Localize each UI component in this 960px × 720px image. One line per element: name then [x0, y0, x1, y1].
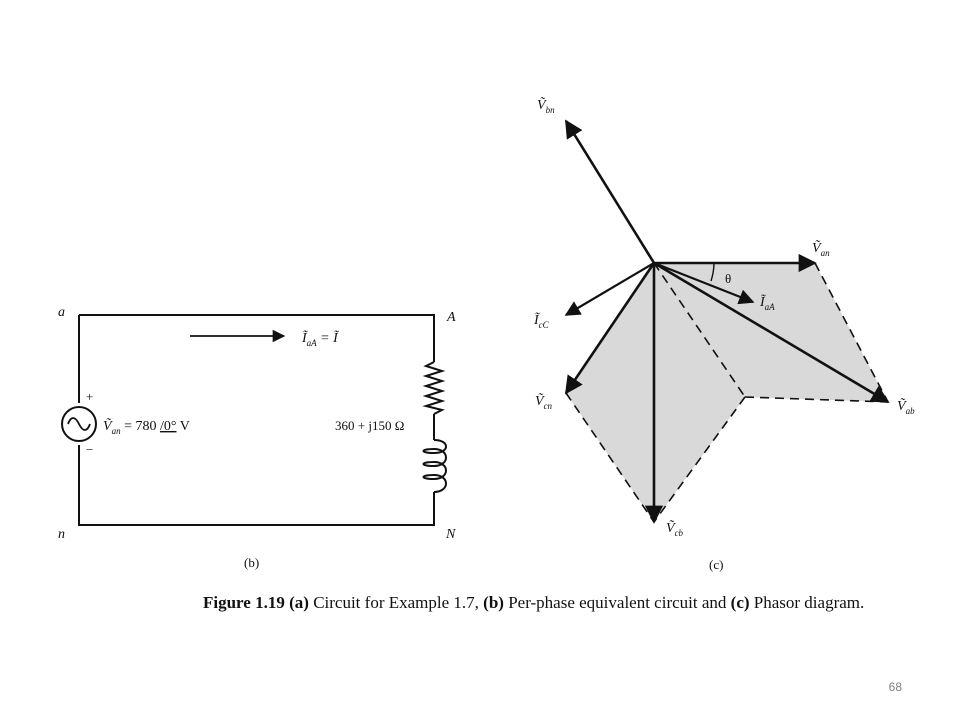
figure-caption	[203, 592, 923, 614]
sublabel-c: (c)	[709, 557, 724, 572]
phasor-diagram-c	[533, 96, 915, 572]
label-v-cb: Ṽ$_{cb}$	[666, 521, 684, 538]
caption-text-a: Circuit for Example 1.7,	[308, 593, 484, 612]
current-label: $Ĩ_{aA}$ = Ĩ	[302, 331, 338, 348]
node-A-label: A	[447, 310, 456, 325]
caption-mark-c: (c)	[730, 593, 750, 612]
node-N-label: N	[446, 527, 456, 542]
caption-text-c: Phasor diagram.	[749, 593, 865, 612]
plus-sign: +	[86, 389, 94, 404]
label-v-bn: Ṽ$_{bn}$	[537, 98, 555, 115]
label-i-aA: $Ĩ_{aA}$	[760, 295, 775, 312]
node-a-label: a	[58, 305, 65, 320]
label-v-cn: Ṽ$_{cn}$	[535, 394, 553, 411]
label-i-cC: $Ĩ_{cC}$	[534, 313, 549, 330]
caption-mark-b: (b)	[483, 593, 504, 612]
phasor-v-bn	[566, 121, 654, 263]
node-n-label: n	[58, 527, 65, 542]
caption-figure-number: Figure 1.19	[203, 593, 285, 612]
sublabel-b: (b)	[244, 555, 260, 570]
inductor-icon	[424, 440, 447, 492]
impedance-label: 360 + j150 Ω	[335, 418, 405, 433]
theta-label: θ	[725, 271, 732, 286]
page-number: 68	[888, 680, 902, 694]
minus-sign: −	[86, 442, 94, 457]
label-v-an: Ṽ$_{an}$	[812, 241, 830, 258]
ac-source-icon	[62, 407, 96, 441]
caption-text-b: Per-phase equivalent circuit and	[503, 593, 731, 612]
resistor-icon	[426, 362, 442, 414]
source-label: Ṽ$_{an}$ = 780 /0° V	[103, 419, 190, 436]
label-v-ab: Ṽ$_{ab}$	[897, 399, 915, 416]
circuit-b	[58, 305, 456, 570]
caption-mark-a: (a)	[289, 593, 309, 612]
